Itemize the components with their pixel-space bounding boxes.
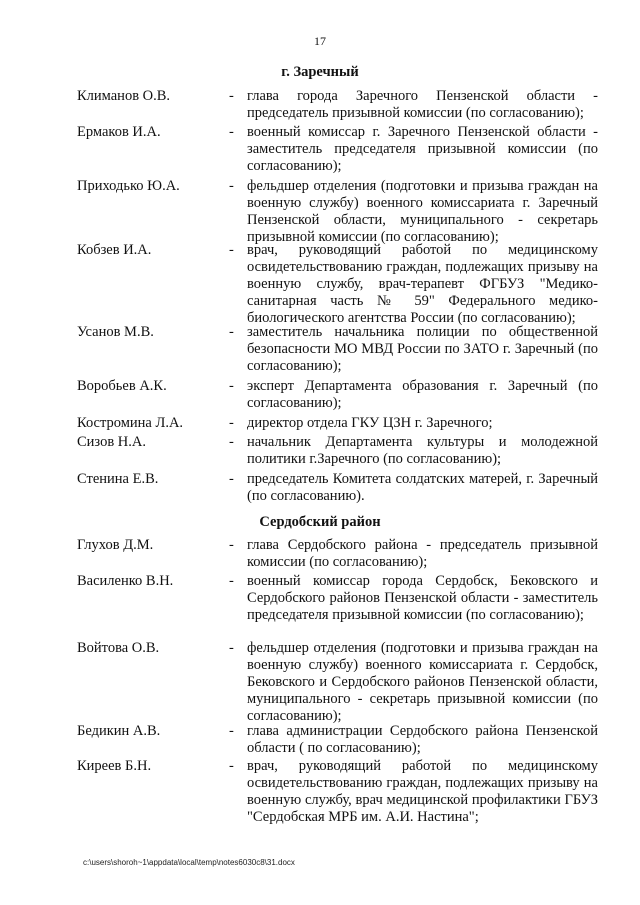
member-role: фельдшер отделения (подготовки и призыва граждан на военную службу) военного комиссариата г. Сердобск, Бековского и Сердобского районов Пензенской области, муниципального - секретарь призывной комиссии (по согласованию); [247,640,598,724]
member-role: военный комиссар г. Заречного Пензенской области - заместитель председателя призывной комиссии (по согласованию); [247,124,598,174]
dash: - [229,242,234,258]
dash: - [229,415,234,431]
member-role: директор отдела ГКУ ЦЗН г. Заречного; [247,415,493,431]
member-role: начальник Департамента культуры и молодежной политики г.Заречного (по согласованию); [247,434,598,467]
member-name: Климанов О.В. [77,88,171,104]
dash: - [229,758,234,774]
dash: - [229,124,234,140]
member-name: Бедикин А.В. [77,723,161,739]
member-name: Стенина Е.В. [77,471,159,487]
section-title-zarechny: г. Заречный [281,64,359,80]
member-name: Приходько Ю.А. [77,178,180,194]
dash: - [229,434,234,450]
member-name: Глухов Д.М. [77,537,154,553]
dash: - [229,573,234,589]
member-role: заместитель начальника полиции по общественной безопасности МО МВД России по ЗАТО г. Заречный (по согласованию); [247,324,598,374]
member-role: врач, руководящий работой по медицинскому освидетельствованию граждан, подлежащих призыву на военную службу, врач медицинской профилактики ГБУЗ "Сердобская МРБ им. А.И. Настина"; [247,758,598,825]
member-role: военный комиссар города Сердобск, Бековского и Сердобского районов Пензенской области - заместитель председателя призывной комиссии (по согласованию); [247,573,598,623]
member-name: Воробьев А.К. [77,378,167,394]
dash: - [229,471,234,487]
member-role: эксперт Департамента образования г. Заречный (по согласованию); [247,378,598,411]
member-name: Кобзев И.А. [77,242,152,258]
member-name: Сизов Н.А. [77,434,146,450]
member-name: Киреев Б.Н. [77,758,152,774]
member-role: врач, руководящий работой по медицинскому освидетельствованию граждан, подлежащих призыву на военную службу, врач-терапевт ФГБУЗ "Медико-санитарная часть № 59" Федерального медико-биологического агентства России (по согласованию); [247,242,598,326]
file-path-footer: c:\users\shoroh~1\appdata\local\temp\notes6030c8\31.docx [83,858,295,867]
dash: - [229,723,234,739]
member-role: фельдшер отделения (подготовки и призыва граждан на военную службу) военного комиссариата г. Заречный Пензенской области, муниципального - секретарь призывной комиссии (по согласованию); [247,178,598,245]
page-number: 17 [314,34,326,48]
member-role: глава города Заречного Пензенской области - председатель призывной комиссии (по согласованию); [247,88,598,121]
section-title-serdobsk: Сердобский район [259,514,381,530]
member-role: глава Сердобского района - председатель призывной комиссии (по согласованию); [247,537,598,570]
dash: - [229,178,234,194]
member-name: Василенко В.Н. [77,573,174,589]
member-role: глава администрации Сердобского района Пензенской области ( по согласованию); [247,723,598,756]
member-role: председатель Комитета солдатских матерей, г. Заречный (по согласованию). [247,471,598,504]
member-name: Усанов М.В. [77,324,154,340]
member-name: Ермаков И.А. [77,124,161,140]
member-name: Войтова О.В. [77,640,160,656]
dash: - [229,378,234,394]
dash: - [229,640,234,656]
dash: - [229,324,234,340]
member-name: Костромина Л.А. [77,415,184,431]
dash: - [229,537,234,553]
dash: - [229,88,234,104]
